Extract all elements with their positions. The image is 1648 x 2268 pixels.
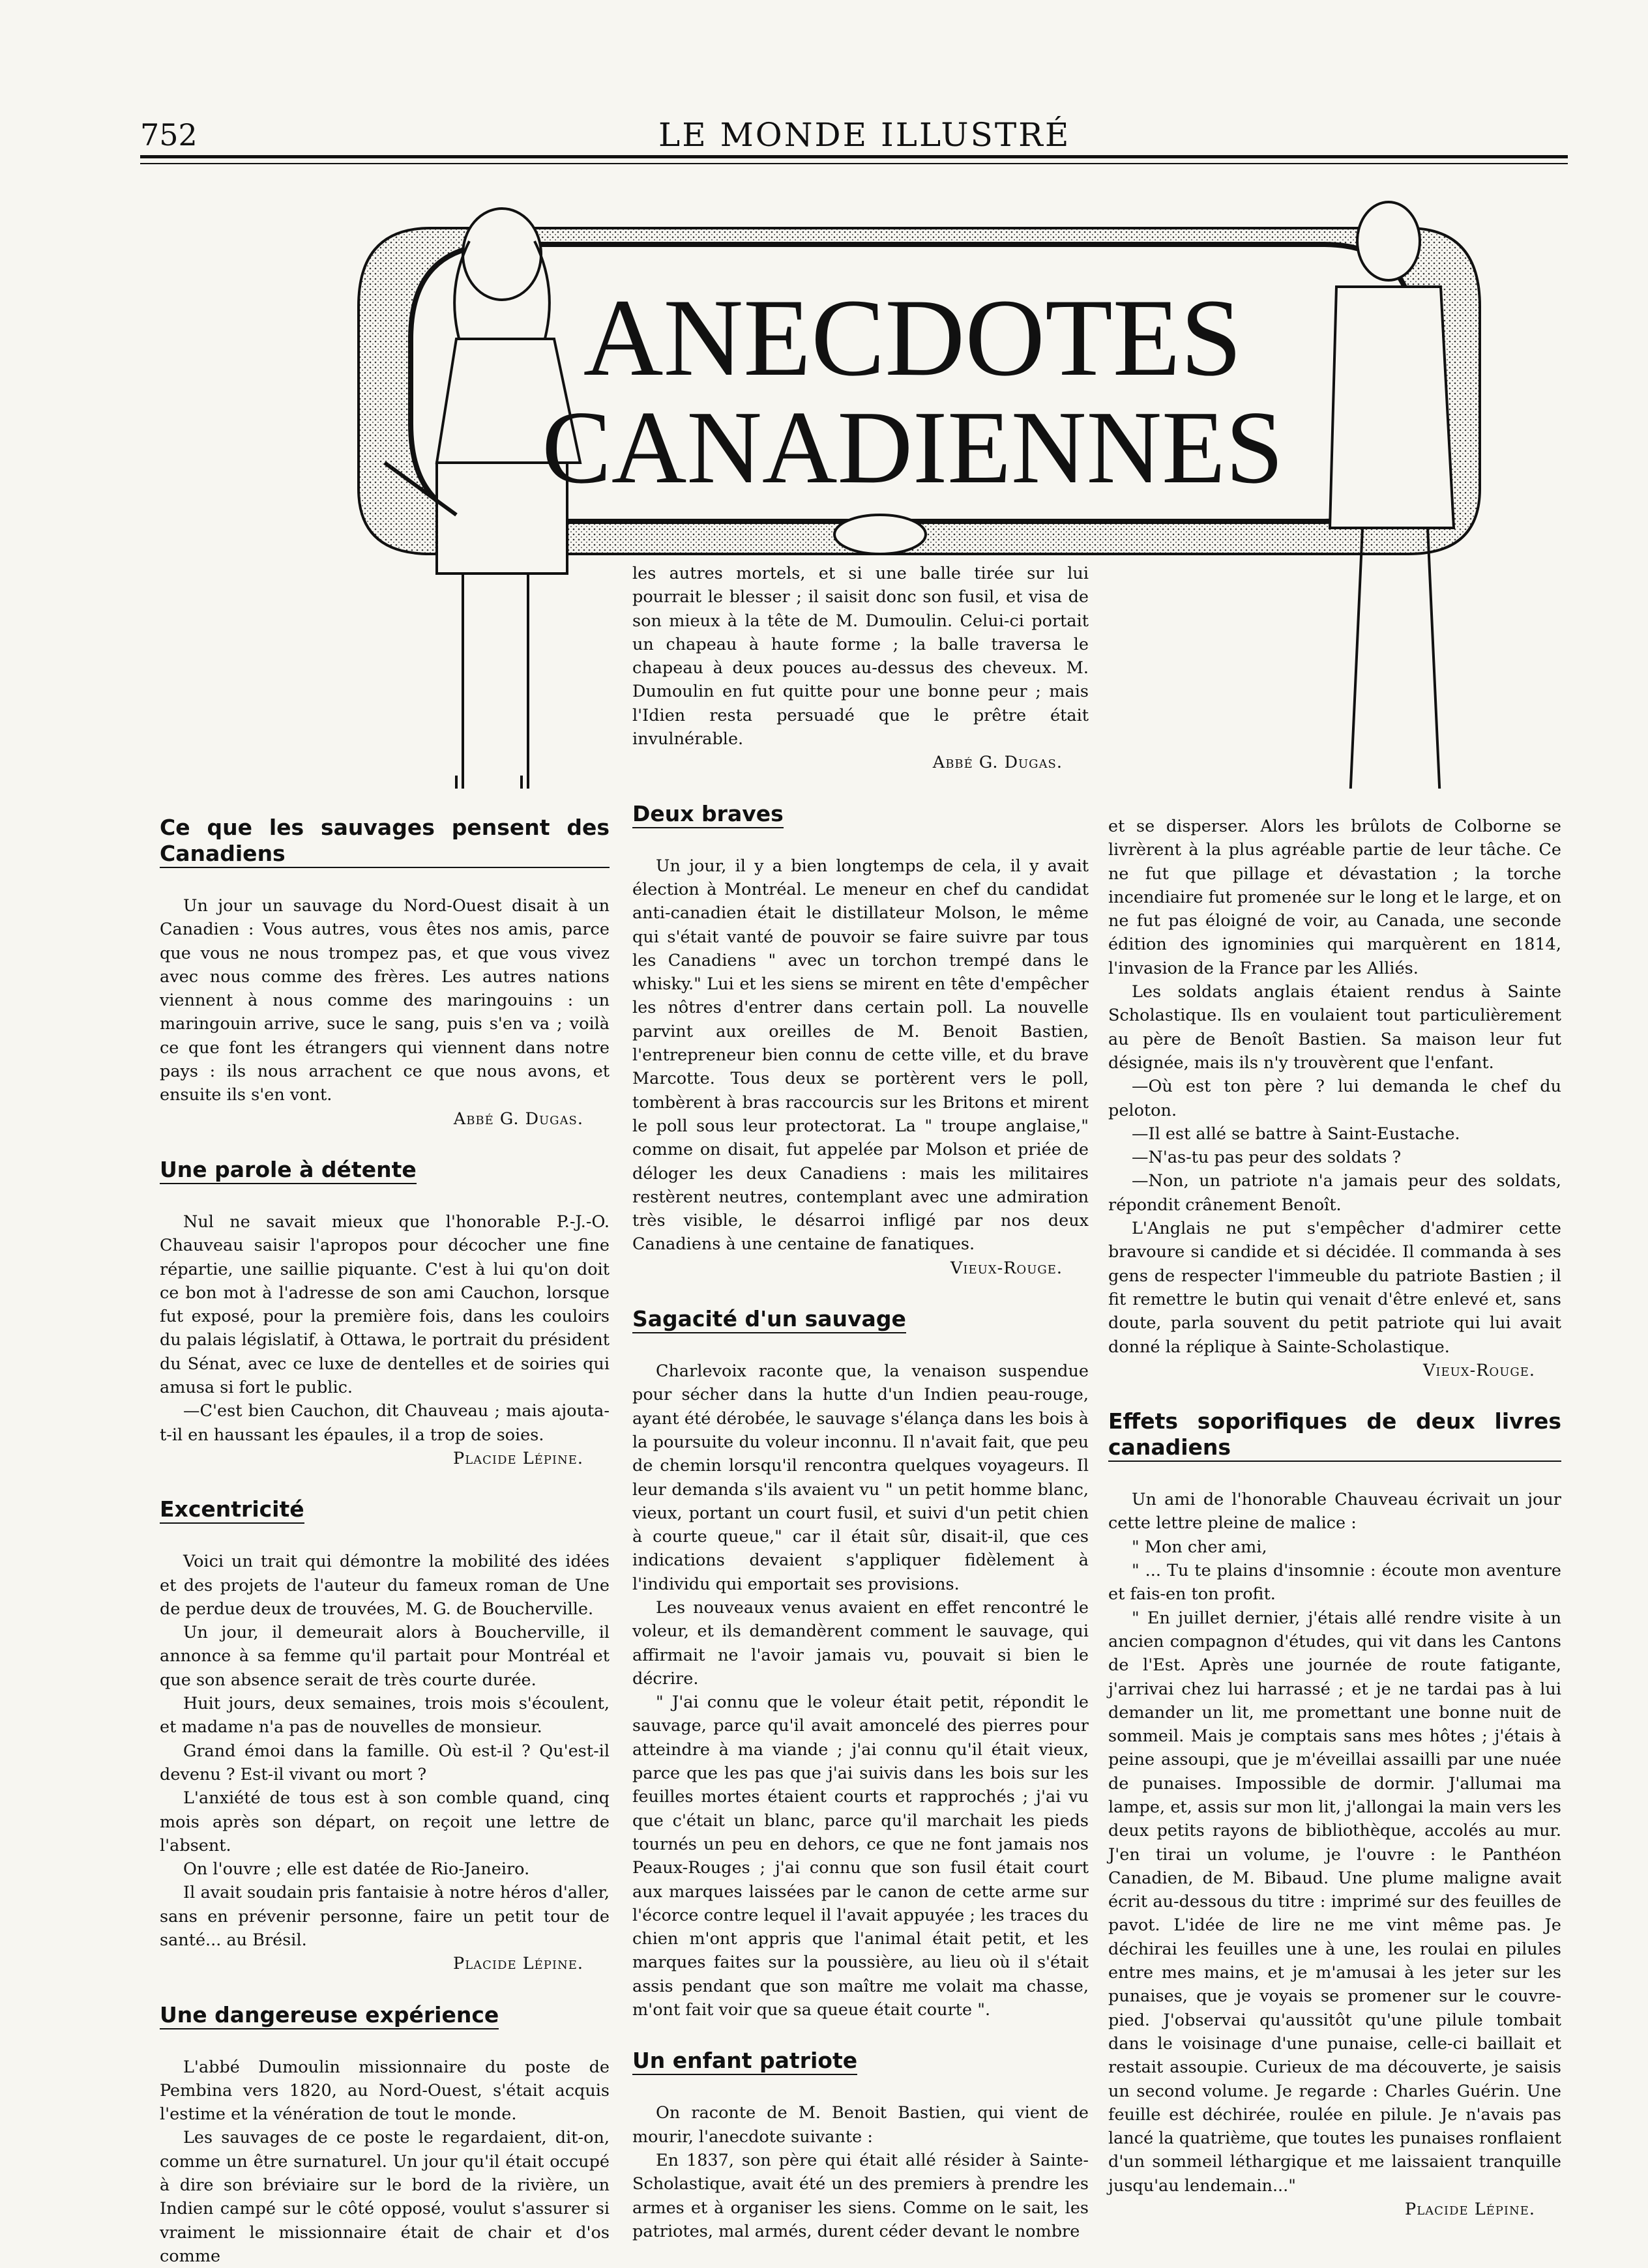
- article-paragraph: Les nouveaux venus avaient en effet rencontré le voleur, et ils demandèrent comment le sauvage, qui affirmait ne l'avoir jamais vu, pouvait si bien le décrire.: [632, 1597, 1089, 1689]
- article-paragraph: Il avait soudain pris fantaisie à notre héros d'aller, sans en prévenir personne, faire un petit tour de santé... au Brésil.: [160, 1883, 610, 1950]
- column-1: [160, 815, 610, 2268]
- article-paragraph: Un jour, il demeurait alors à Boucherville, il annonce à sa femme qu'il partait pour Montréal et que son absence serait de très courte durée.: [160, 1623, 610, 1690]
- article-paragraph: " Mon cher ami,: [1132, 1537, 1267, 1557]
- handshake-icon: [834, 515, 926, 554]
- article-title: Une parole à détente: [160, 1157, 417, 1184]
- article-paragraph: L'anxiété de tous est à son comble quand, cinq mois après son départ, on reçoit une lettre de l'absent.: [160, 1788, 610, 1855]
- article-signature: Placide Lépine.: [1405, 2200, 1535, 2220]
- article-title: Effets soporifiques de deux livres canadiens: [1108, 1408, 1561, 1462]
- article-paragraph: On l'ouvre ; elle est datée de Rio-Janeiro.: [183, 1859, 530, 1880]
- article-paragraph: " En juillet dernier, j'étais allé rendre visite à un ancien compagnon d'études, qui vit dans les Cantons de l'Est. Après une journée de route fatigante, j'arrivai chez lui harrassé ; et je ne tardai pas à lui demander un lit, me promettant une bonne nuit de sommeil. Mais je comptais sans mes hôtes ; j'étais à peine assoupi, que je m'éveillai assailli par une nuée de punaises. Impossible de dormir. J'allumai ma lampe, et, assis sur mon lit, j'allongai la main vers les deux petits rayons de bibliothèque, accolés au mur. J'en tirai un volume, je l'ouvre : le Panthéon Canadien, de M. Bibaud. Une plume maligne avait écrit au-dessous du titre : imprimé sur des feuilles de pavot. L'idée de lire ne me vint même pas. Je déchirai les feuilles une à une, les roulai en pilules entre mes mains, et je m'amusai à les jeter sur les punaises, que je voyais se promener sur le couvre-pied. J'observai qu'aussitôt qu'une pilule tombait dans le voisinage d'une punaise, celle-ci baillait et restait assoupie. Curieux de ma découverte, je saisis un second volume. Je regarde : Charles Guérin. Une feuille est déchirée, roulée en pilule. Je n'avais pas lancé la quatrième, que toutes les punaises ronflaient d'un sommeil léthargique et me laissaient tranquille jusqu'au lendemain...": [1108, 1608, 1561, 2196]
- article-paragraph: Voici un trait qui démontre la mobilité des idées et des projets de l'auteur du fameux roman de Une de perdue deux de trouvées, M. G. de Boucherville.: [160, 1552, 610, 1619]
- article-paragraph: Charlevoix raconte que, la venaison suspendue pour sécher dans la hutte d'un Indien peau-rouge, ayant été dérobée, le sauvage s'élança dans les bois à la poursuite du voleur inconnu. Il n'avait fait, que peu de chemin lorsqu'il rencontra quelques voyageurs. Il leur demanda s'ils avaient vu " un petit homme blanc, vieux, portant un court fusil, et suivi d'un petit chien à courte queue," car il était sûr, disait-il, que ces indications devaient s'appliquer fidèlement à l'individu qui emportait ses provisions.: [632, 1361, 1089, 1594]
- article-title: Ce que les sauvages pensent des Canadiens: [160, 815, 610, 868]
- article-paragraph: " J'ai connu que le voleur était petit, répondit le sauvage, parce qu'il avait amoncelé des pierres pour atteindre à ma viande ; j'ai connu qu'il était vieux, parce que les pas que j'ai suivis dans les bois sur les feuilles mortes étaient courts et rapprochés ; j'ai vu que c'était un blanc, parce qu'il marchait les pieds tournés un peu en dehors, ce que ne font jamais nos Peaux-Rouges ; j'ai connu que son fusil était court aux marques laissées par le canon de cette arme sur l'écorce contre lequel il l'avait appuyée ; les traces du chien m'ont appris que l'animal était petit, et les marques faites sur la poussière, au lieu où il s'était assis pendant que son maître me volait ma chasse, m'ont fait voir que sa queue était courte ".: [632, 1693, 1089, 2020]
- article-paragraph: Huit jours, deux semaines, trois mois s'écoulent, et madame n'a pas de nouvelles de monsieur.: [160, 1694, 610, 1737]
- article-signature: Vieux-Rouge.: [950, 1258, 1063, 1278]
- article-paragraph: —C'est bien Cauchon, dit Chauveau ; mais ajouta-t-il en haussant les épaules, il a trop de soies.: [160, 1401, 610, 1445]
- article-title: Une dangereuse expérience: [160, 2002, 499, 2029]
- header-rule: [140, 155, 1568, 158]
- article-signature: Placide Lépine.: [453, 1954, 583, 1974]
- article-paragraph: et se disperser. Alors les brûlots de Colborne se livrèrent à la plus agréable partie de leur tâche. Ce ne fut que pillage et dévastation ; la torche incendiaire fut promenée sur le long et le large, et on ne fut pas éloigné de voir, au Canada, une seconde édition des ignominies qui marquèrent en 1814, l'invasion de la France par les Alliés.: [1108, 817, 1561, 978]
- article-signature: Abbé G. Dugas.: [932, 753, 1063, 773]
- banner-title-line2: CANADIENNES: [542, 389, 1284, 505]
- article-paragraph: Nul ne savait mieux que l'honorable P.-J.-O. Chauveau saisir l'apropos pour décocher une fine répartie, une saillie piquante. C'est à lui qu'on doit ce bon mot à l'adresse de son ami Cauchon, lorsque fut exposé, pour la première fois, dans les couloirs du palais législatif, à Ottawa, le portrait du président du Sénat, avec ce luxe de dentelles et de soiries qui amusa si fort le public.: [160, 1212, 610, 1398]
- article-title: Deux braves: [632, 801, 784, 828]
- article-paragraph: Un jour un sauvage du Nord-Ouest disait à un Canadien : Vous autres, vous êtes nos amis, parce que vous ne nous trompez pas, et que vous vivez avec nous comme des frères. Les autres nations viennent à nous comme des maringouins : un maringouin arrive, suce le sang, puis s'en va ; voilà ce que font les étrangers qui viennent dans notre pays : ils nous arrachent ce que nous avons, et ensuite ils s'en vont.: [160, 896, 610, 1105]
- article-signature: Placide Lépine.: [453, 1448, 583, 1468]
- article-paragraph: Un ami de l'honorable Chauveau écrivait un jour cette lettre pleine de malice :: [1108, 1490, 1561, 1534]
- article-paragraph: En 1837, son père qui était allé résider à Sainte-Scholastique, avait été un des premiers à prendre les armes et à organiser les siens. Comme on le sait, les patriotes, mal armés, durent céder devant le nombre: [632, 2150, 1089, 2241]
- masthead-title: LE MONDE ILLUSTRÉ: [658, 116, 1071, 154]
- article-paragraph: —Non, un patriote n'a jamais peur des soldats, répondit crânement Benoît.: [1108, 1171, 1561, 1215]
- article-paragraph: L'abbé Dumoulin missionnaire du poste de Pembina vers 1820, au Nord-Ouest, s'était acquis l'estime et la vénération de tout le monde.: [160, 2057, 610, 2125]
- article-paragraph: Les sauvages de ce poste le regardaient, dit-on, comme un être surnaturel. Un jour qu'il était occupé à dire son bréviaire sur le bord de la rivière, un Indien campé sur le côté opposé, voulut s'assurer si vraiment le missionnaire était de chair et d'os comme: [160, 2128, 610, 2266]
- article-paragraph: " ... Tu te plains d'insomnie : écoute mon aventure et fais-en ton profit.: [1108, 1561, 1561, 1605]
- page-number: 752: [140, 117, 198, 153]
- column-2: [632, 562, 1089, 2243]
- column-3: [1108, 815, 1561, 2221]
- article-paragraph: Un jour, il y a bien longtemps de cela, il y avait élection à Montréal. Le meneur en chef du candidat anti-canadien était le distillateur Molson, le même qui s'était vanté de pouvoir se faire suivre par tous les Canadiens " avec un torchon trempé dans le whisky." Lui et les siens se mirent en tête d'empêcher les nôtres d'entrer dans certain poll. La nouvelle parvint aux oreilles de M. Benoit Bastien, l'entrepreneur bien connu de cette ville, et du brave Marcotte. Tous deux se portèrent vers le poll, tombèrent à bras raccourcis sur les Britons et mirent le poll sous leur protectorat. La " troupe anglaise," comme on disait, fut appelée par Molson et priée de déloger les deux Canadiens : mais les militaires restèrent neutres, contemplant avec une admiration très visible, le désarroi infligé par nos deux Canadiens à une centaine de fanatiques.: [632, 856, 1089, 1255]
- article-title: Excentricité: [160, 1496, 304, 1524]
- banner-title-line1: ANECDOTES: [583, 276, 1243, 399]
- article-paragraph: les autres mortels, et si une balle tirée sur lui pourrait le blesser ; il saisit donc son fusil, et visa de son mieux à la tête de M. Dumoulin. Celui-ci portait un chapeau à haute forme ; la balle traversa le chapeau à deux pouces au-dessus des cheveux. M. Dumoulin en fut quitte pour une bonne peur ; mais l'Idien resta persuadé que le prêtre était invulnérable.: [632, 564, 1089, 749]
- article-paragraph: L'Anglais ne put s'empêcher d'admirer cette bravoure si candide et si décidée. Il commanda à ses gens de respecter l'immeuble du patriote Bastien ; il fit remettre le butin qui venait d'être enlevé et, sans doute, parla souvent du petit patriote qui lui avait donné la réplique à Sainte-Scholastique.: [1108, 1219, 1561, 1357]
- article-title: Sagacité d'un sauvage: [632, 1306, 906, 1333]
- article-paragraph: —Il est allé se battre à Saint-Eustache.: [1132, 1124, 1460, 1144]
- article-signature: Vieux-Rouge.: [1422, 1360, 1535, 1380]
- article-paragraph: Les soldats anglais étaient rendus à Sainte Scholastique. Ils en voulaient tout particulièrement au père de Benoît Bastien. Sa maison leur fut désignée, mais ils n'y trouvèrent que l'enfant.: [1108, 982, 1561, 1073]
- article-paragraph: On raconte de M. Benoit Bastien, qui vient de mourir, l'anecdote suivante :: [632, 2103, 1089, 2147]
- article-paragraph: —Où est ton père ? lui demanda le chef du peloton.: [1108, 1077, 1561, 1120]
- article-signature: Abbé G. Dugas.: [453, 1109, 583, 1129]
- article-title: Un enfant patriote: [632, 2048, 857, 2075]
- article-paragraph: Grand émoi dans la famille. Où est-il ? Qu'est-il devenu ? Est-il vivant ou mort ?: [160, 1741, 610, 1784]
- header-rule-thin: [140, 163, 1568, 164]
- article-paragraph: —N'as-tu pas peur des soldats ?: [1132, 1148, 1402, 1168]
